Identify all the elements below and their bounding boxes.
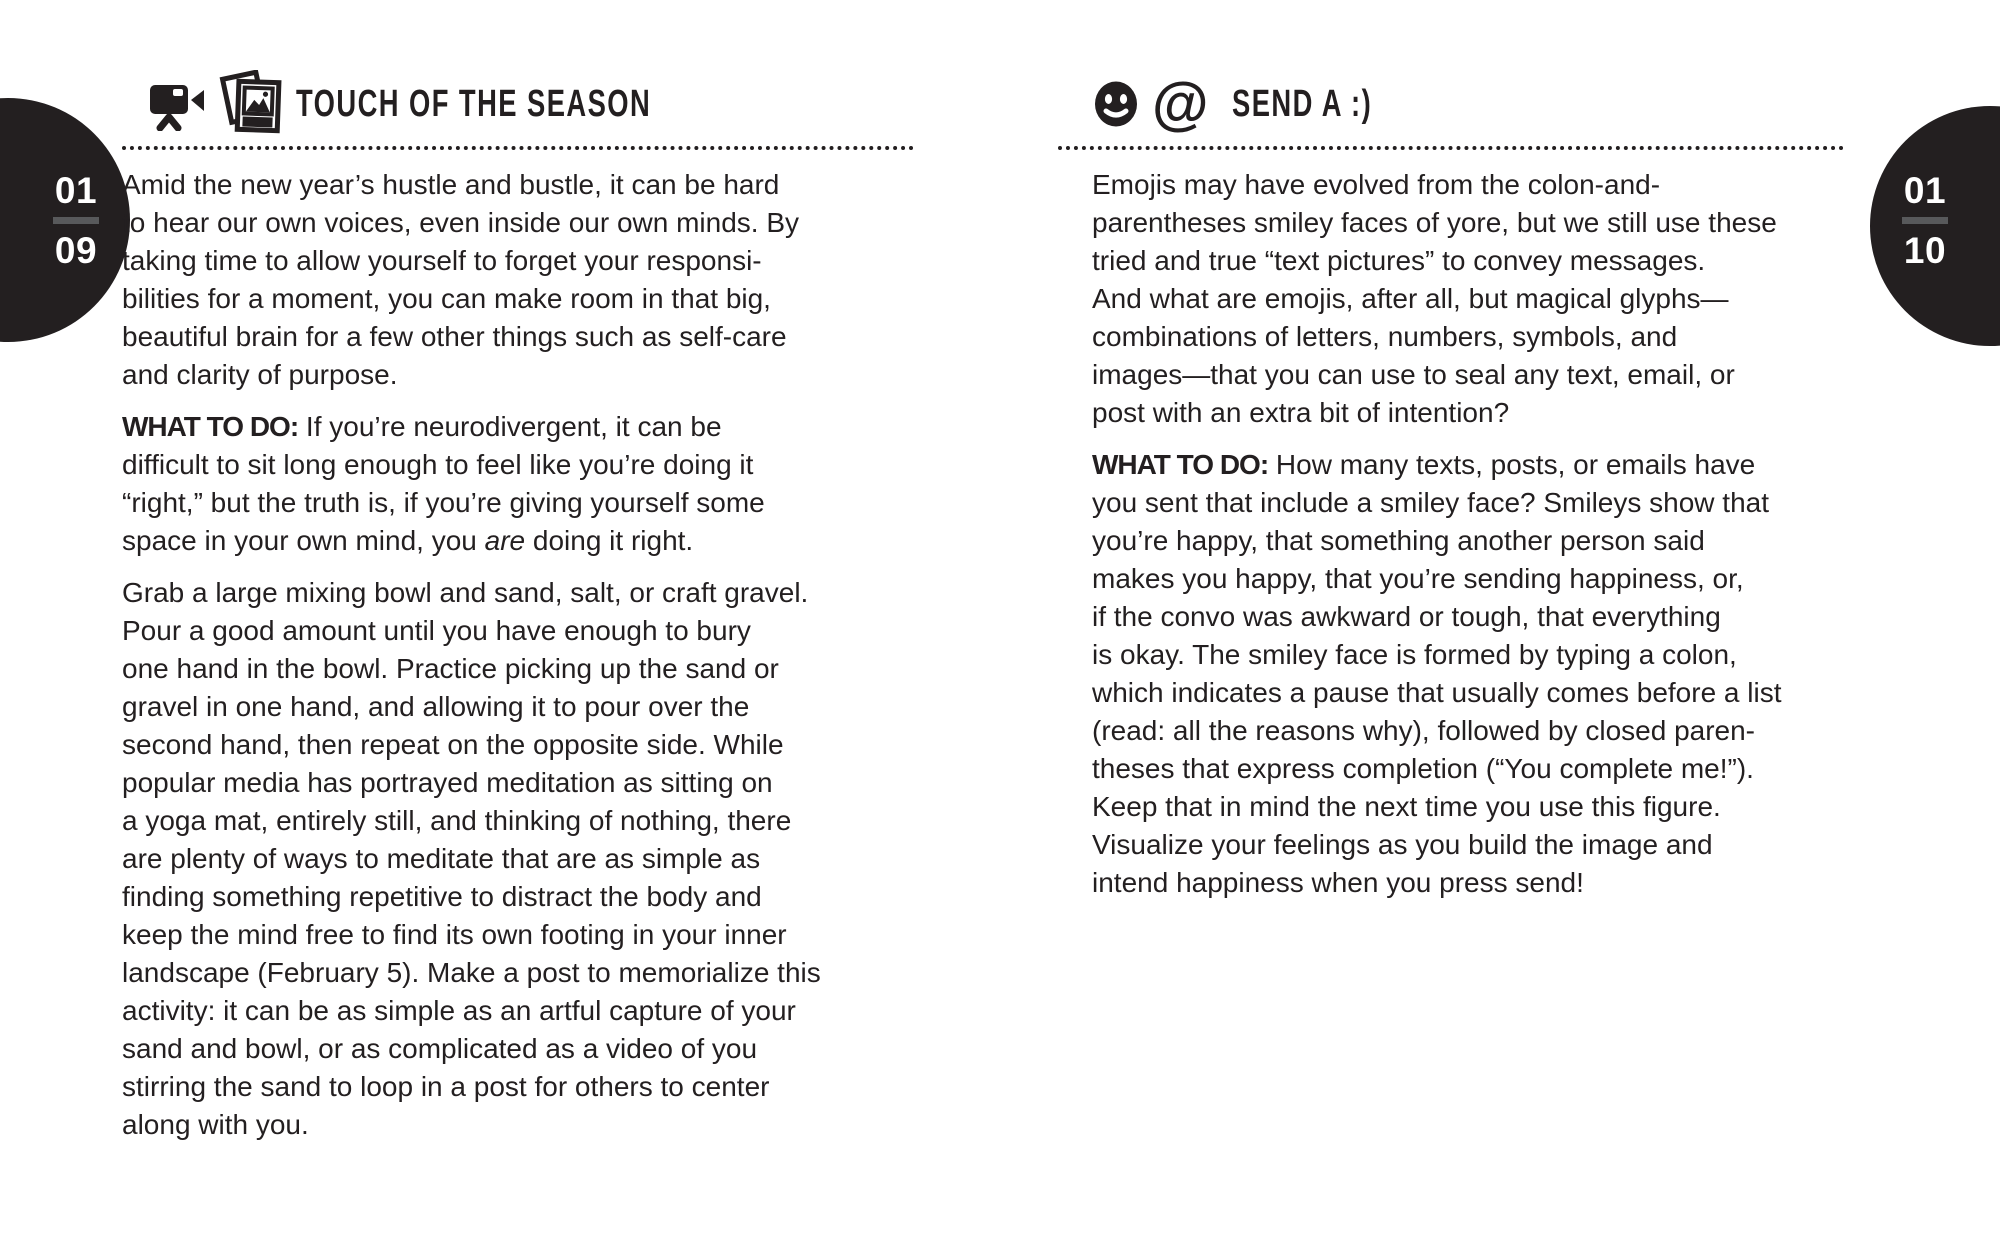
text-line: along with you.: [122, 1109, 309, 1140]
text-line: difficult to sit long enough to feel like you’re doing it: [122, 449, 754, 480]
text-line: activity: it can be as simple as an artful capture of your: [122, 995, 796, 1026]
text-line: Emojis may have evolved from the colon-and-: [1092, 169, 1661, 200]
text-line: gravel in one hand, and allowing it to pour over the: [122, 691, 750, 722]
right-page-body: [1058, 166, 1844, 902]
badge-month: 01: [1903, 170, 1947, 211]
text-line: which indicates a pause that usually comes before a list: [1092, 677, 1782, 708]
text-line: stirring the sand to loop in a post for others to center: [122, 1071, 770, 1102]
text-line: is okay. The smiley face is formed by typing a colon,: [1092, 639, 1737, 670]
photo-stack-icon: [218, 70, 282, 138]
text-line: you sent that include a smiley face? Smileys show that: [1092, 487, 1770, 518]
text-line: and clarity of purpose.: [122, 359, 398, 390]
text-line: images—that you can use to seal any text, email, or: [1092, 359, 1735, 390]
text-line: theses that express completion (“You complete me!”).: [1092, 753, 1754, 784]
dotted-rule: [122, 146, 914, 150]
left-page-header: [122, 62, 914, 146]
text-line: are plenty of ways to meditate that are as simple as: [122, 843, 761, 874]
text-line: Amid the new year’s hustle and bustle, it can be hard: [122, 169, 780, 200]
text-line: Pour a good amount until you have enough to bury: [122, 615, 751, 646]
text-line: to hear our own voices, even inside our own minds. By: [122, 207, 800, 238]
left-page: [122, 62, 914, 1144]
paragraph: [122, 166, 914, 394]
paragraph: [1092, 446, 1844, 902]
what-to-do-label: WHAT TO DO:: [122, 411, 299, 442]
text-line: one hand in the bowl. Practice picking up the sand or: [122, 653, 779, 684]
badge-month: 01: [54, 170, 98, 211]
text-line: And what are emojis, after all, but magical glyphs—: [1092, 283, 1729, 314]
text-line: Visualize your feelings as you build the image and: [1092, 829, 1713, 860]
text-line: finding something repetitive to distract the body and: [122, 881, 762, 912]
paragraph: [122, 574, 914, 1144]
text-line: WHAT TO DO: If you’re neurodivergent, it can be: [122, 411, 722, 442]
text-line: combinations of letters, numbers, symbols, and: [1092, 321, 1678, 352]
text-line: “right,” but the truth is, if you’re giving yourself some: [122, 487, 765, 518]
video-camera-icon: [150, 77, 208, 131]
text-line: taking time to allow yourself to forget your responsi-: [122, 245, 762, 276]
text-line: tried and true “text pictures” to convey messages.: [1092, 245, 1706, 276]
left-page-body: [122, 166, 914, 1144]
text-line: keep the mind free to find its own footing in your inner: [122, 919, 787, 950]
paragraph: [122, 408, 914, 560]
text-line: WHAT TO DO: How many texts, posts, or emails have: [1092, 449, 1756, 480]
text-line: landscape (February 5). Make a post to memorialize this: [122, 957, 821, 988]
badge-divider: [53, 217, 99, 224]
text-line: sand and bowl, or as complicated as a video of you: [122, 1033, 758, 1064]
right-page-header: [1058, 62, 1844, 146]
badge-day: 09: [54, 230, 98, 271]
text-line: a yoga mat, entirely still, and thinking of nothing, there: [122, 805, 792, 836]
text-line: makes you happy, that you’re sending happiness, or,: [1092, 563, 1744, 594]
what-to-do-label: WHAT TO DO:: [1092, 449, 1269, 480]
badge-day: 10: [1903, 230, 1947, 271]
text-line: Grab a large mixing bowl and sand, salt, or craft gravel.: [122, 577, 809, 608]
text-line: you’re happy, that something another person said: [1092, 525, 1705, 556]
badge-divider: [1902, 217, 1948, 224]
text-line: space in your own mind, you are doing it right.: [122, 525, 694, 556]
right-page: [1058, 62, 1844, 902]
text-line: beautiful brain for a few other things such as self-care: [122, 321, 787, 352]
paragraph: [1092, 166, 1844, 432]
text-line: (read: all the reasons why), followed by closed paren-: [1092, 715, 1756, 746]
text-line: popular media has portrayed meditation as sitting on: [122, 767, 773, 798]
page-title: TOUCH OF THE SEASON: [296, 82, 652, 125]
text-line: post with an extra bit of intention?: [1092, 397, 1510, 428]
text-line: intend happiness when you press send!: [1092, 867, 1584, 898]
dotted-rule: [1058, 146, 1844, 150]
smiley-icon: [1094, 81, 1138, 127]
text-line: parentheses smiley faces of yore, but we still use these: [1092, 207, 1777, 238]
text-line: bilities for a moment, you can make room in that big,: [122, 283, 771, 314]
at-icon: @: [1152, 71, 1208, 136]
text-line: Keep that in mind the next time you use this figure.: [1092, 791, 1721, 822]
page-title: SEND A :): [1231, 82, 1372, 125]
text-line: second hand, then repeat on the opposite side. While: [122, 729, 784, 760]
text-line: if the convo was awkward or tough, that everything: [1092, 601, 1721, 632]
